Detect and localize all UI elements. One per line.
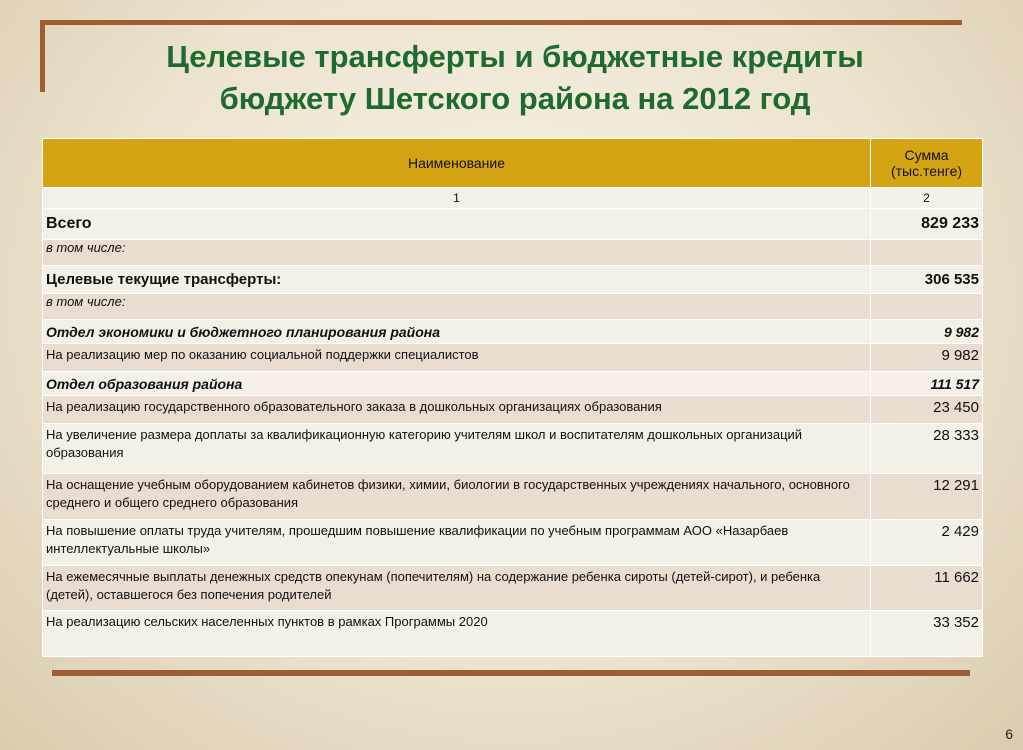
- table-row: [43, 209, 983, 240]
- table-row: [43, 566, 983, 611]
- table-row: [43, 611, 983, 657]
- table-row: [43, 266, 983, 294]
- table-row: [43, 240, 983, 266]
- row-name: На ежемесячные выплаты денежных средств опекунам (попечителям) на содержание ребенка сироты (детей-сирот), и ребенка (детей), оставшегося без попечения родителей: [43, 566, 871, 611]
- row-value: 306 535: [871, 266, 983, 294]
- table-row: [43, 320, 983, 344]
- row-value: 11 662: [871, 566, 983, 611]
- row-value: 111 517: [871, 372, 983, 396]
- row-value: 28 333: [871, 424, 983, 474]
- row-value: 12 291: [871, 474, 983, 520]
- table-row: [43, 372, 983, 396]
- page-number: 6: [1005, 726, 1013, 742]
- row-value: 9 982: [871, 344, 983, 372]
- table-row: [43, 344, 983, 372]
- row-name: Отдел экономики и бюджетного планирования района: [43, 320, 871, 344]
- row-value: 23 450: [871, 396, 983, 424]
- column-number-2: 2: [871, 188, 983, 209]
- row-name: в том числе:: [43, 240, 871, 266]
- row-name: в том числе:: [43, 294, 871, 320]
- row-name: На увеличение размера доплаты за квалификационную категорию учителям школ и воспитателям дошкольных организаций образования: [43, 424, 871, 474]
- row-name: На реализацию государственного образовательного заказа в дошкольных организациях образования: [43, 396, 871, 424]
- column-number-row: [43, 188, 983, 209]
- row-name: Отдел образования района: [43, 372, 871, 396]
- row-name: На реализацию мер по оказанию социальной поддержки специалистов: [43, 344, 871, 372]
- table-row: [43, 520, 983, 566]
- decorative-left-bar: [40, 20, 45, 92]
- decorative-bottom-bar: [52, 670, 970, 676]
- row-value: 829 233: [871, 209, 983, 240]
- header-name: Наименование: [43, 139, 871, 188]
- decorative-top-bar: [40, 20, 962, 25]
- budget-table: [42, 138, 983, 657]
- row-name: Всего: [43, 209, 871, 240]
- column-number-1: 1: [43, 188, 871, 209]
- table-row: [43, 424, 983, 474]
- row-value: [871, 294, 983, 320]
- row-value: 2 429: [871, 520, 983, 566]
- title-line-1: Целевые трансферты и бюджетные кредиты: [166, 39, 864, 74]
- header-sum: [871, 139, 983, 188]
- table-row: [43, 474, 983, 520]
- row-value: 33 352: [871, 611, 983, 657]
- row-name: На реализацию сельских населенных пунктов в рамках Программы 2020: [43, 611, 871, 657]
- header-sum-line-2: (тыс.тенге): [890, 163, 963, 179]
- table-row: [43, 396, 983, 424]
- header-sum-line-1: Сумма: [904, 147, 949, 163]
- row-name: Целевые текущие трансферты:: [43, 266, 871, 294]
- row-name: На оснащение учебным оборудованием кабинетов физики, химии, биологии в государственных учреждениях начального, основного среднего и общего среднего образования: [43, 474, 871, 520]
- row-value: [871, 240, 983, 266]
- slide-title: [80, 36, 950, 120]
- table-header-row: [43, 139, 983, 188]
- table-row: [43, 294, 983, 320]
- title-line-2: бюджету Шетского района на 2012 год: [219, 81, 811, 116]
- row-value: 9 982: [871, 320, 983, 344]
- row-name: На повышение оплаты труда учителям, прошедшим повышение квалификации по учебным программам АОО «Назарбаев интеллектуальные школы»: [43, 520, 871, 566]
